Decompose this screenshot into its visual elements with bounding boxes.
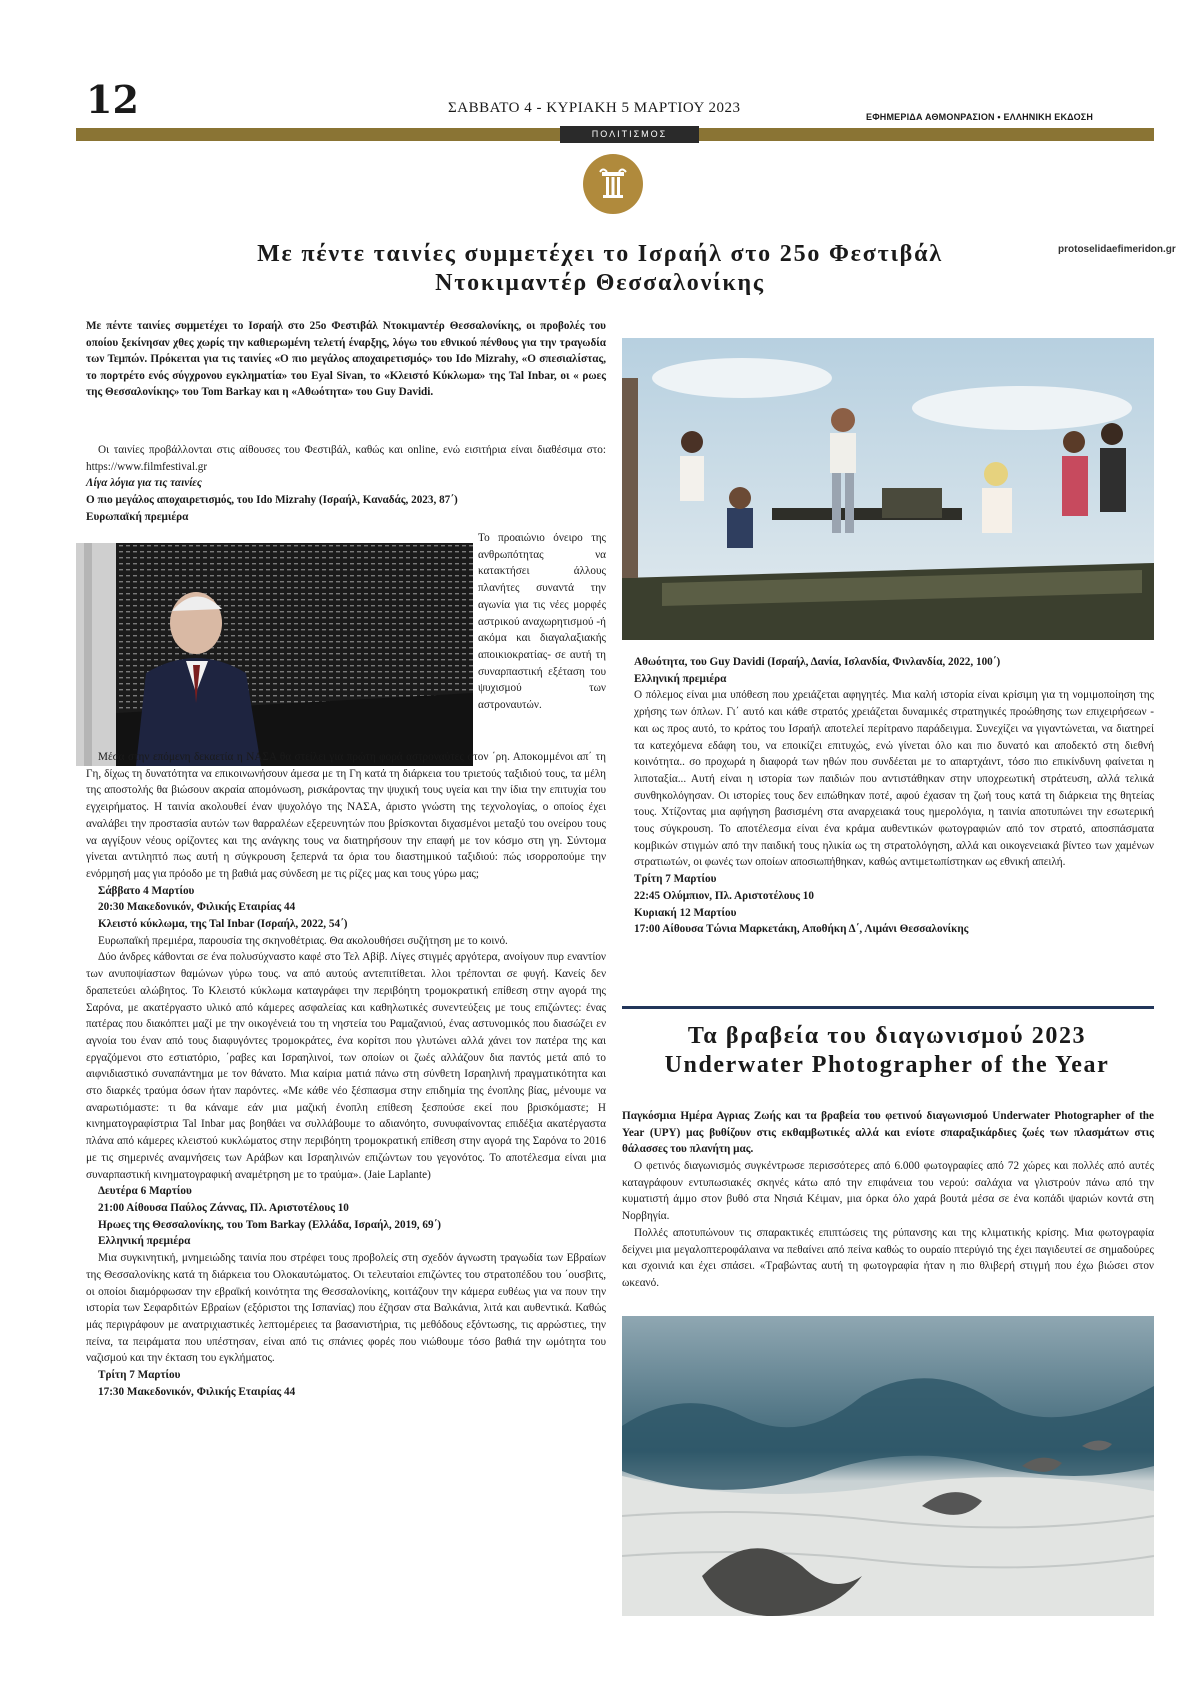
article-separator xyxy=(622,1006,1154,1009)
film2-title: Κλειστό κύκλωμα, της Tal Inbar (Ισραήλ, 2022, 54΄) xyxy=(98,918,348,931)
headline2-line-2: Underwater Photographer of the Year xyxy=(664,1052,1110,1078)
film4-body: Ο πόλεμος είναι μια υπόθεση που χρειάζεται αφηγητές. Μια καλή ιστορία είναι κρίσιμη για τη νομιμοποίηση της χρήσης των όπλων. Γι΄ αυτό και κάθε στρατός χρειάζεται δυναμικές στρατηγικές προώθησης των επιχειρήσεων - και ως προς αυτό, το κράτος του Ισραήλ αποτελεί περίτρανο παράδειγμα. Συνεχίζει να γιγαντώνεται, να διατηρεί τα κατεχόμενα εδάφη του, να εποικίζει επιτυχώς, ενώ γίνεται όλο και πιο δυνατό και αποδεκτό στη διεθνή κοινότητα.. σο προχωρά η διαφορά των ηθών που συνδέεται με το απαρτχάιντ, τόσο πιο επικίνδυνη φαίνεται η λιποταξία... Αυτή είναι η ιστορία των παιδιών που αντιστάθηκαν στην υποχρεωτική στράτευση, αλλά τελικά συνθηκολόγησαν. Οι ιστορίες τους δεν ειπώθηκαν ποτέ, αφού έχασαν τη ζωή τους κατά τη διάρκεια της θητείας τους. Χτίζοντας μια αφήγηση βασισμένη στα αναρχειακά τους ημερολόγια, η ταινία αποτυπώνει την εσωτερική τους σύγκρουση. Το αποτέλεσμα είναι ένα κράμα αυθεντικών φωτογραφιών από τον στρατό, αποσπάσματα κομβικών στιγμών από την παιδική τους ηλικία ως τη στρατολόγηση, αλλά και οικογενειακά βίντεο των χαμένων στρατιωτών, οι φωνές των οποίων αποσιωπήθηκαν, καθώς αντιμετωπίστηκαν ως εθνική απειλή. xyxy=(634,689,1154,869)
film3-venue: 17:30 Μακεδονικόν, Φιλικής Εταιρίας 44 xyxy=(98,1385,296,1398)
film2-date: Δευτέρα 6 Μαρτίου xyxy=(98,1185,192,1198)
film4-venue-1: 22:45 Ολύμπιον, Πλ. Αριστοτέλους 10 xyxy=(634,889,814,902)
film4-photo xyxy=(622,338,1154,640)
article-lead: Με πέντε ταινίες συμμετέχει το Ισραήλ στο 25ο Φεστιβάλ Ντοκιμαντέρ Θεσσαλονίκης, οι προβολές του οποίου ξεκίνησαν χθες χωρίς την καθιερωμένη τελετή έναρξης, λόγω του εθνικού πένθους για την τραγωδία των Τεμπών. Πρόκειται για τις ταινίες «Ο πιο μεγάλος αποχαιρετισμός» του Ido Mizrahy, «Ο σπεσιαλίστας, το πορτρέτο ενός σύγχρονου εγκληματία» του Eyal Sivan, το «Κλειστό Κύκλωμα» της Tal Inbar, οι « ρωες της Θεσσαλονίκης» του Tom Barkay και η «Αθωότητα» του Guy Davidi. xyxy=(86,320,606,398)
left-top-text xyxy=(86,442,606,526)
film4-venue-2: 17:00 Αίθουσα Τώνια Μαρκετάκη, Αποθήκη Δ΄, Λιμάνι Θεσσαλονίκης xyxy=(634,923,969,936)
film1-premiere: Ευρωπαϊκή πρεμιέρα xyxy=(86,510,189,523)
film2-note: Ευρωπαϊκή πρεμιέρα, παρουσία της σκηνοθέτριας. Θα ακολουθήσει συζήτηση με το κοινό. xyxy=(98,934,508,947)
headline-line-2: Ντοκιμαντέρ Θεσσαλονίκης xyxy=(435,270,765,296)
film1-photo xyxy=(76,543,473,766)
issue-date: ΣΑΒΒΑΤΟ 4 - ΚΥΡΙΑΚΗ 5 ΜΑΡΤΙΟΥ 2023 xyxy=(448,100,741,116)
screenings-note: Οι ταινίες προβάλλονται στις αίθουσες του Φεστιβάλ, καθώς και online, ενώ εισιτήρια είναι διαθέσιμα στο: https://www.filmfestival.gr xyxy=(86,444,606,473)
article2-headline xyxy=(620,1022,1154,1080)
headline2-line-1: Τα βραβεία του διαγωνισμού 2023 xyxy=(687,1023,1087,1049)
film1-date: Σάββατο 4 Μαρτίου xyxy=(98,884,195,897)
film4-date: Τρίτη 7 Μαρτίου xyxy=(634,873,717,886)
section-label: ΠΟΛΙΤΙΣΜΟΣ xyxy=(560,126,699,143)
underwater-photo xyxy=(622,1316,1154,1616)
film3-title: Ηρωες της Θεσσαλονίκης, του Tom Barkay (Ελλάδα, Ισραήλ, 2019, 69΄) xyxy=(98,1218,442,1231)
article2-paragraph-2: Πολλές αποτυπώνουν τις σπαρακτικές επιπτώσεις της ρύπανσης και της κλιματικής κρίσης. Μια φωτογραφία δείχνει μια μεγαλοπτεροφάλαινα να πεθαίνει από πείνα καθώς το ουραίο πτερύγιό της έχει παγιδευτεί σε σημαδούρες και σχοινιά και έχει σπάσει. «Τραβώντας αυτή τη φωτογραφία ήταν η πιο θλιβερή στιγμή που έχω βιώσει στον ωκεανό. xyxy=(622,1226,1154,1289)
film3-date: Τρίτη 7 Μαρτίου xyxy=(98,1369,181,1382)
article-headline xyxy=(200,240,1000,298)
film4-title: Αθωότητα, του Guy Davidi (Ισραήλ, Δανία, Ισλανδία, Φινλανδία, 2022, 100΄) xyxy=(634,656,1001,668)
masthead: ΕΦΗΜΕΡΙΔΑ ΑΘΜΟΝΡΑΣΙΟΝ • ΕΛΛΗΝΙΚΗ ΕΚΔΟΣΗ xyxy=(866,112,1094,122)
article2-lead: Παγκόσμια Ημέρα Αγριας Ζωής και τα βραβεία του φετινού διαγωνισμού Underwater Photographer of the Year (UPY) μας βυθίζουν στις εκθαμβωτικές αλλά και ενίοτε σπαραξικάρδιες ζωές των πλασμάτων στις θάλασσες του πλανήτη μας. xyxy=(622,1110,1154,1156)
film1-title: Ο πιο μεγάλος αποχαιρετισμός, του Ido Mizrahy (Ισραήλ, Καναδάς, 2023, 87΄) xyxy=(86,494,458,507)
article2-paragraph-1: Ο φετινός διαγωνισμός συγκέντρωσε περισσότερες από 6.000 φωτογραφίες από 72 χώρες και πολλές από αυτές καταγράφουν εντυπωσιακές σκηνές κάτω από την επιφάνεια του νερού: σαλάχια να γλιστρούν πάνω από την κυματιστή άμμο στον βυθό στα Νησιά Κέιμαν, μια όρκα όλο χαρά βουτά μέσα σε ένα κοπάδι ψαριών κοντά στη Νορβηγία. xyxy=(622,1160,1154,1223)
film4-section xyxy=(634,654,1154,938)
film3-body: Μια συγκινητική, μνημειώδης ταινία που στρέφει τους προβολείς στη σχεδόν άγνωστη τραγωδία των Εβραίων της Θεσσαλονίκης κατά τη διάρκεια του Ολοκαυτώματος. Οι τελευταίοι επιζώντες του στρατοπέδου του ΄ουσβιτς, οι οποίοι διαμόρφωσαν την εβραϊκή κοινότητα της Θεσσαλονίκης, κοιτάζουν την κάμερα ευθέως για να πουν την ιστορία των Σεφαρδιτών Εβραίων (εξόριστοι της Ισπανίας) που έζησαν στα Βαλκάνια, λιτά και αυθεντικά. Καθώς μάς περιγράφουν με ανατριχιαστικές λεπτομέρειες τα βασανιστήρια, τις μεθόδους εξόντωσης, τις αρρώστιες, την πείνα, τα πειράματα που υπέστησαν, είναι από τις σπάνιες φορές που νιώθουμε τόσο βαθιά την ωμότητα του ναζισμού και την έκταση του εγκλήματος. xyxy=(86,1252,606,1365)
page-number: 12 xyxy=(86,77,139,122)
column-logo-icon xyxy=(583,154,643,214)
film2-venue: 21:00 Αίθουσα Παύλος Ζάννας, Πλ. Αριστοτέλους 10 xyxy=(98,1201,349,1214)
article2-body xyxy=(622,1158,1154,1292)
few-words-heading: Λίγα λόγια για τις ταινίες xyxy=(86,477,202,490)
film4-premiere: Ελληνική πρεμιέρα xyxy=(634,672,727,685)
film1-venue: 20:30 Μακεδονικόν, Φιλικής Εταιρίας 44 xyxy=(98,901,296,914)
watermark: protoselidaefimeridon.gr xyxy=(1058,244,1176,255)
left-column-body xyxy=(86,749,606,1400)
film1-body: Μέσα στην επόμενη δεκαετία η ΝΑΣΑ θα στείλει για πρώτη φορά αστροναύτες στον ΄ρη. Αποκομμένοι απ΄ τη Γη, δίχως τη δυνατότητα να επικοινωνήσουν άμεσα με τη Γη κατά τη διάρκεια του τριετούς ταξιδιού τους, τα μέλη της αποστολής θα βιώσουν ακραία απομόνωση, ρισκάροντας την ψυχική τους υγεία και την ίδια την επιτυχία του εγχειρήματος. Η ταινία ακολουθεί έναν ψυχολόγο της ΝΑΣΑ, άριστο γνώστη της τεχνολογίας, ο οποίος έχει αναλάβει την προστασία αυτών των θαρραλέων εξερευνητών που βρίσκονται διχασμένοι μεταξύ του ονείρου τους να αγγίξουν νέους ορίζοντες και της ανάγκης τους να διατηρήσουν την επαφή με τον κόσμο στη γη. Σύντομα γίνεται αντιληπτό πως αυτή η σύγκρουση ξεπερνά τα όρια του διαστημικού ταξιδιού: πώς ισορροπούμε την ενόρμησή μας για πρόοδο με τη βαθιά μας σύνδεση με τις ρίζες μας και τους γύρω μας; xyxy=(86,751,606,880)
film4-date-2: Κυριακή 12 Μαρτίου xyxy=(634,906,737,919)
film1-side-text: Το προαιώνιο όνειρο της ανθρωπότητας να κατακτήσει άλλους πλανήτες συναντά την αγωνία για τις νέες μορφές αστρικού αναχωρητισμού -ή ακόμα και διαγαλαξιακής αποικιοκρατίας- σε αυτή τη συναρπαστική εξέταση του ψυχισμού των αστροναυτών. xyxy=(478,532,606,712)
film2-body: Δύο άνδρες κάθονται σε ένα πολυσύχναστο καφέ στο Τελ Αβίβ. Λίγες στιγμές αργότερα, ανοίγουν πυρ εναντίον των ανυποψίαστων θαμώνων γύρω τους. να από αυτούς αντεπιτίθεται. λλοι τρέπονται σε φυγή. Κανείς δεν δραπετεύει αλώβητος. Το Κλειστό κύκλωμα καταγράφει την περιβόητη τρομοκρατική επίθεση στην αγορά της Σαρόνα, με ακατέργαστο υλικό από κάμερες ασφαλείας και καθηλωτικές συνεντεύξεις με τους επιζώντες: ένας πατέρας που διακόπτει μαζί με την οικογένειά του τη νηστεία του Ραμαζανιού, ένας αστυνομικός που διασώζει εν αγνοία του έναν από τους διαφυγόντες τρομοκράτες, ένα κορίτσι που γλυτώνει αλλά χάνει τον πατέρα της και εργαζόμενοι στο εστιατόριο, ΄ραβες και Ισραηλινοί, των οποίων οι ζωές αλλάζουν δια παντός μετά από το αιφνιδιαστικό συναπάντημα με τον θάνατο. Μια καίρια ματιά πάνω στη σύνθετη Ισραηλινή πραγματικότητα και στο διαρκές τραύμα όσων ήταν παρόντες. «Με κάθε νέο ξέσπασμα στην επιδημία της ένοπλης βίας, μένουμε να αναρωτιόμαστε: τι θα κάναμε εάν μια μαζική ένοπλη επίθεση ξεσπούσε εκεί που βρισκόμαστε; Η κινηματογραφίστρια Tal Inbar μας βοηθάει να συλλάβουμε το αδιανόητο, συνυφαίνοντας επιδέξια ακατέργαστα πλάνα από κάμερες κλειστού κυκλώματος στην περιβόητη τρομοκρατική επίθεση στην αγορά της Σαρόνα το 2016 με τις σημερινές αναμνήσεις των Αράβων και Ισραηλινών επιζώντων του γεγονότος. Το αποτέλεσμα είναι μια συναρπαστική κινηματογραφική αναμέτρηση με το τραύμα». (Jaie Laplante) xyxy=(86,951,606,1181)
headline-line-1: Με πέντε ταινίες συμμετέχει το Ισραήλ στο 25ο Φεστιβάλ xyxy=(257,241,943,267)
film3-premiere: Ελληνική πρεμιέρα xyxy=(98,1235,191,1248)
